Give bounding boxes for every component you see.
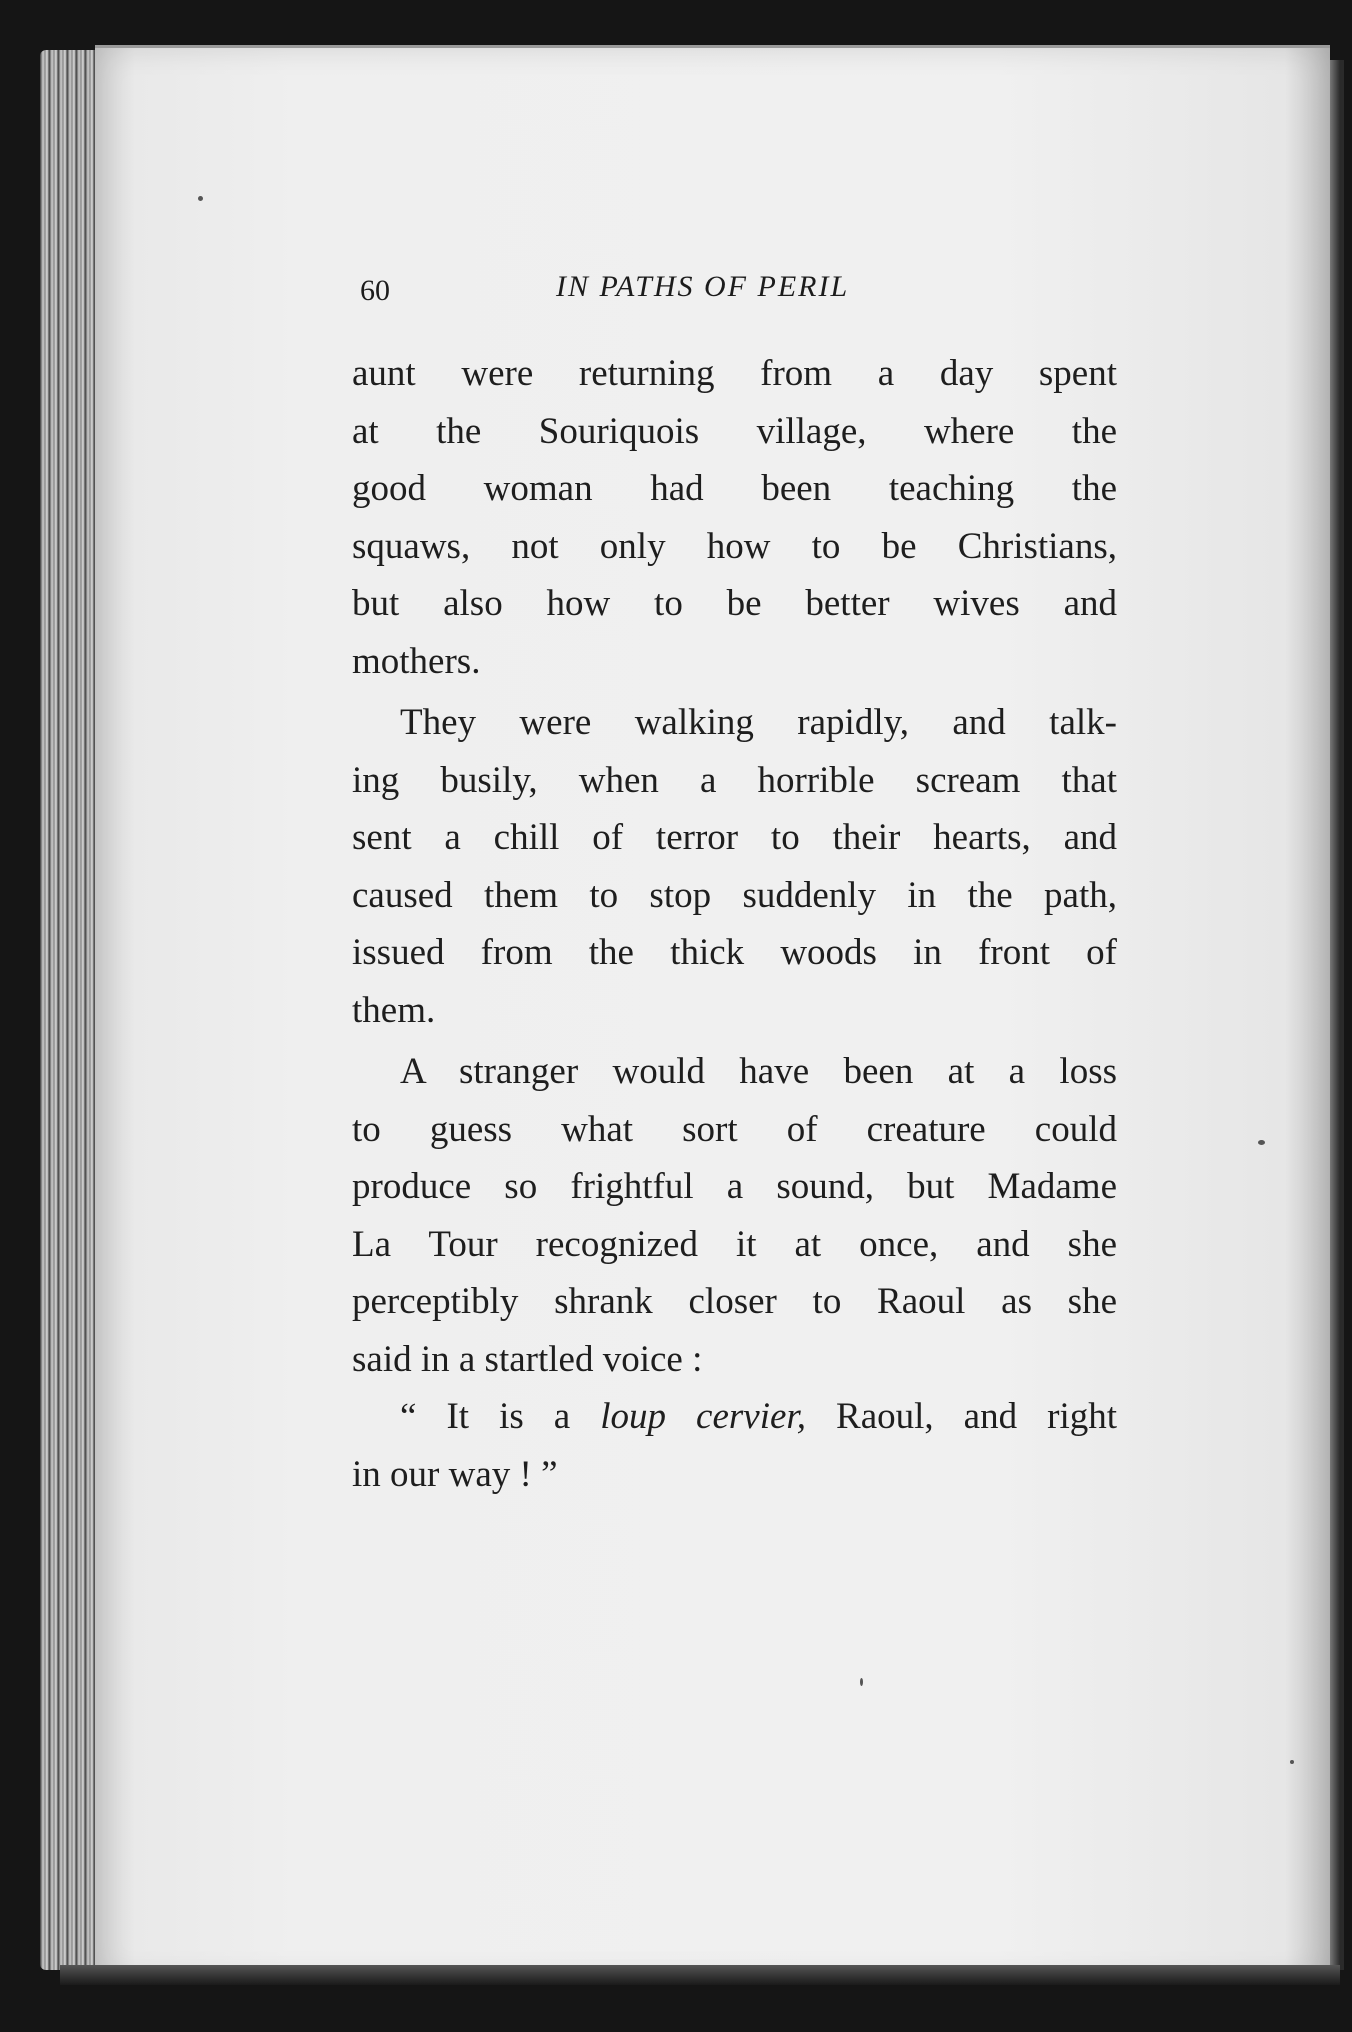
text-line: produce so frightful a sound, but Madame [352, 1166, 1117, 1207]
text-line: aunt were returning from a day spent [352, 353, 1117, 394]
dialogue-text: Raoul, and right [805, 1396, 1118, 1437]
text-line: said in a startled voice : [352, 1338, 703, 1380]
italic-phrase: loup cervier, [600, 1396, 806, 1437]
bottom-page-edge [60, 1965, 1340, 1985]
text-line: La Tour recognized it at once, and she [352, 1223, 1117, 1265]
text-line: but also how to be better wives and [352, 583, 1117, 624]
dust-speck [860, 1678, 863, 1686]
page-number: 60 [360, 274, 390, 307]
text-line: caused them to stop suddenly in the path, [352, 874, 1117, 916]
running-head [360, 270, 1120, 320]
dust-speck [1290, 1760, 1294, 1764]
running-title: IN PATHS OF PERIL [556, 270, 850, 303]
text-line: good woman had been teaching the [352, 468, 1117, 509]
dialogue-text: “ It is a [400, 1396, 601, 1437]
text-line: them. [352, 989, 436, 1031]
body-text [352, 345, 1117, 1503]
dust-speck [1258, 1140, 1265, 1145]
text-line: ing busily, when a horrible scream that [352, 759, 1117, 801]
text-line: issued from the thick woods in front of [352, 932, 1117, 973]
text-line-dialogue [352, 1388, 1117, 1446]
text-line: They were walking rapidly, and talk- [400, 702, 1117, 743]
text-line: to guess what sort of creature could [352, 1108, 1117, 1150]
text-line: A stranger would have been at a loss [400, 1051, 1117, 1092]
text-line: squaws, not only how to be Christians, [352, 525, 1117, 567]
text-line: in our way ! ” [352, 1453, 558, 1495]
right-page-edge [1330, 60, 1344, 1970]
text-line: sent a chill of terror to their hearts, and [352, 817, 1117, 858]
text-line: at the Souriquois village, where the [352, 410, 1117, 452]
text-line: mothers. [352, 640, 481, 682]
text-line: perceptibly shrank closer to Raoul as she [352, 1281, 1117, 1322]
dust-speck [198, 196, 203, 201]
